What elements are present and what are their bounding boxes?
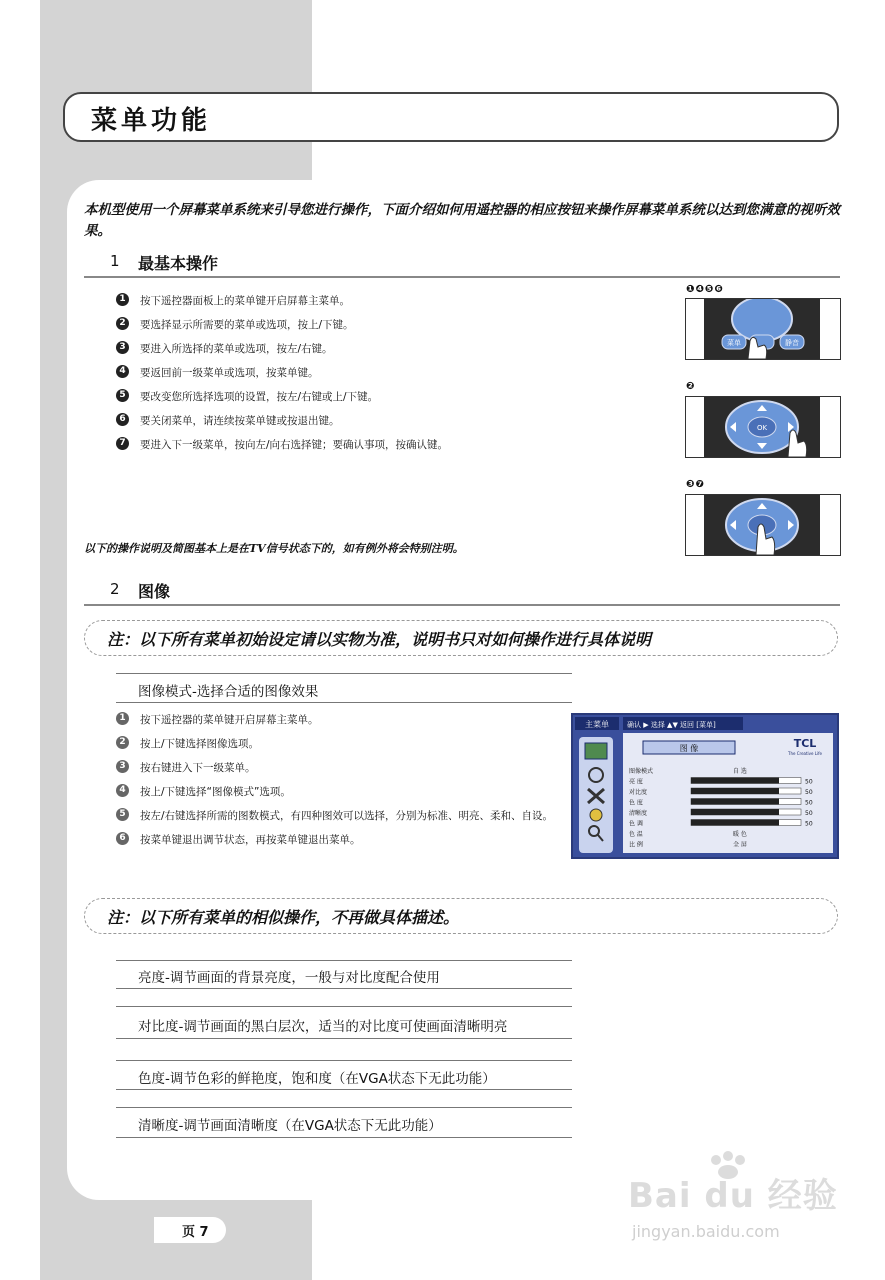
tv-menu-heading: 图 像 (679, 744, 699, 753)
step-number-icon: 3 (116, 341, 129, 354)
tv-menu-row-value: 全 屏 (733, 841, 747, 849)
step-item (116, 317, 448, 333)
step-item (116, 437, 448, 453)
divider (116, 1006, 572, 1007)
tv-menu-slider-fill (691, 809, 779, 815)
step-item (116, 832, 561, 848)
divider (116, 1038, 572, 1039)
step-text: 要返回前一级菜单或选项，按菜单键。 (140, 367, 319, 379)
step-item (116, 293, 448, 309)
step-item (116, 365, 448, 381)
step-item (116, 341, 448, 357)
remote-label-3: ❸❼ (686, 479, 705, 490)
step-number-icon: 5 (116, 808, 129, 821)
step-item (116, 736, 561, 752)
similar-operation-note-text: 注：以下所有菜单的相似操作，不再做具体描述。 (107, 908, 460, 927)
tv-menu-row-label: 色 温 (629, 831, 643, 838)
divider (116, 1060, 572, 1061)
step-text: 按下遥控器面板上的菜单键开启屏幕主菜单。 (140, 295, 350, 307)
watermark-main: Bai du 经验 (628, 1176, 838, 1216)
step-item (116, 712, 561, 728)
picture-icon (585, 743, 607, 759)
page-number: 页 7 (182, 1225, 209, 1240)
tv-menu-row-label: 色 调 (629, 820, 643, 828)
step-text: 要进入下一级菜单，按向左/向右选择键；要确认事项，按确认键。 (140, 439, 449, 451)
remote-image-ok (685, 494, 841, 556)
tv-menu-slider-fill (691, 788, 779, 794)
tv-menu-row-value: 50 (805, 799, 813, 807)
tv-menu-row-value: 50 (805, 778, 813, 786)
divider (116, 1107, 572, 1108)
step-number-icon: 1 (116, 293, 129, 306)
step-number-icon: 2 (116, 736, 129, 749)
initial-setting-note (84, 620, 838, 656)
step-item (116, 389, 448, 405)
remote-image-dpad (685, 396, 841, 458)
timer-icon (590, 809, 602, 821)
step-item (116, 784, 561, 800)
step-item (116, 760, 561, 776)
step-number-icon: 6 (116, 832, 129, 845)
page-title: 菜单功能 (91, 106, 212, 136)
step-number-icon: 7 (116, 437, 129, 450)
step-text: 要进入所选择的菜单或选项，按左/右键。 (140, 343, 333, 355)
intro-paragraph: 本机型使用一个屏幕菜单系统来引导您进行操作，下面介绍如何用遥控器的相应按钮来操作屏幕菜单系统以达到您满意的视听效果。 (84, 202, 840, 239)
tv-menu-slider-fill (691, 820, 779, 826)
remote-menu-label: 菜单 (727, 339, 741, 347)
tv-menu-tab: 主菜单 (585, 720, 609, 729)
page-number-tab (154, 1217, 226, 1243)
section-2-number: 2 (110, 580, 120, 598)
tv-menu-slider-fill (691, 799, 779, 805)
tv-brand-logo: TCL (793, 737, 817, 750)
step-item (116, 808, 561, 824)
step-item (116, 413, 448, 429)
step-text: 要改变您所选择选项的设置，按左/右键或上/下键。 (140, 391, 379, 403)
tv-menu-row-label: 比 例 (629, 841, 643, 849)
step-text: 按右键进入下一级菜单。 (140, 762, 256, 774)
remote-label-1: ❶❹❺❻ (686, 284, 724, 295)
section-2-title: 图像 (138, 582, 171, 601)
step-number-icon: 6 (116, 413, 129, 426)
tv-menu-screenshot (571, 713, 839, 859)
remote-label-2: ❷ (686, 381, 696, 392)
tv-menu-row-label: 图像模式 (629, 768, 654, 775)
step-number-icon: 5 (116, 389, 129, 402)
step-number-icon: 1 (116, 712, 129, 725)
step-text: 按菜单键退出调节状态，再按菜单键退出菜单。 (140, 834, 361, 846)
section-1-title: 最基本操作 (138, 254, 219, 273)
divider (116, 702, 572, 703)
tv-menu-row-value: 50 (805, 820, 813, 828)
step-number-icon: 3 (116, 760, 129, 773)
step-text: 按左/右键选择所需的图数模式，有四种图效可以选择，分别为标准、明亮、柔和、自设。 (140, 810, 554, 822)
remote-mute-label: 静音 (785, 339, 799, 347)
watermark-sub: jingyan.baidu.com (632, 1222, 780, 1241)
tv-menu-row-value: 50 (805, 789, 813, 796)
step-text: 要关闭菜单，请连续按菜单键或按退出键。 (140, 415, 340, 427)
step-text: 按上/下键选择“图像模式”选项。 (140, 786, 291, 798)
color-item: 色度-调节色彩的鲜艳度，饱和度（在VGA状态下无此功能） (138, 1071, 496, 1087)
section-1-number: 1 (110, 252, 120, 270)
remote-image-menu (685, 298, 841, 360)
tv-menu-row-value: 50 (805, 810, 813, 817)
section-1-header (84, 250, 840, 278)
tv-menu-hint: 确认 ▶ 选择 ▲▼ 返回 [菜单] (627, 721, 716, 729)
signal-note: 以下的操作说明及简图基本上是在TV信号状态下的，如有例外将会特别注明。 (84, 542, 464, 555)
contrast-item: 对比度-调节画面的黑白层次，适当的对比度可使画面清晰明亮 (138, 1019, 508, 1035)
divider (116, 1137, 572, 1138)
title-box (63, 92, 839, 142)
step-text: 按下遥控器的菜单键开启屏幕主菜单。 (140, 714, 319, 726)
step-number-icon: 4 (116, 365, 129, 378)
basic-steps-list (116, 293, 448, 461)
tv-menu-slider-fill (691, 778, 779, 784)
tv-menu-row-label: 色 度 (629, 799, 643, 807)
divider (116, 1089, 572, 1090)
step-number-icon: 2 (116, 317, 129, 330)
divider (116, 673, 572, 674)
tv-brand-tagline: The Creative Life (788, 751, 822, 756)
divider (116, 960, 572, 961)
step-number-icon: 4 (116, 784, 129, 797)
initial-setting-note-text: 注：以下所有菜单初始设定请以实物为准，说明书只对如何操作进行具体说明 (107, 630, 652, 649)
tv-menu-row-label: 亮 度 (629, 778, 643, 786)
remote-ok-label: OK (756, 424, 768, 432)
baidu-watermark (628, 1150, 848, 1250)
tv-menu-row-value: 自 选 (733, 768, 747, 775)
brightness-item: 亮度-调节画面的背景亮度，一般与对比度配合使用 (138, 970, 440, 986)
section-2-header (84, 578, 840, 606)
divider (116, 988, 572, 989)
sharpness-item: 清晰度-调节画面清晰度（在VGA状态下无此功能） (138, 1118, 442, 1134)
step-text: 要选择显示所需要的菜单或选项，按上/下键。 (140, 319, 354, 331)
tv-menu-row-value: 暖 色 (733, 831, 747, 838)
tv-menu-row-label: 清晰度 (629, 810, 648, 817)
tv-menu-row-label: 对比度 (629, 789, 648, 796)
similar-operation-note (84, 898, 838, 934)
picture-steps-list (116, 712, 561, 856)
picture-mode-subtitle: 图像模式-选择合适的图像效果 (138, 684, 319, 700)
step-text: 按上/下键选择图像选项。 (140, 738, 260, 750)
